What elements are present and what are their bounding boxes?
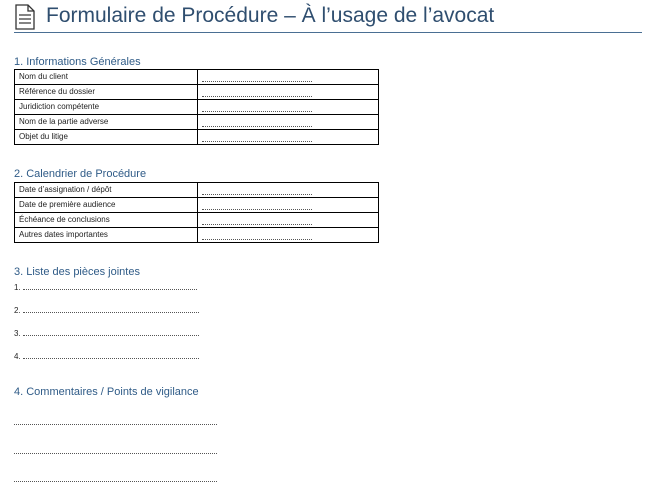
attachment-list-item[interactable]: [14, 305, 199, 316]
attachment-fill-line: [23, 328, 199, 336]
field-label: Référence du dossier: [15, 85, 198, 100]
table-row: [15, 115, 379, 130]
field-label: Nom de la partie adverse: [15, 115, 198, 130]
conclusions-deadline-field[interactable]: [198, 213, 379, 228]
page-title: Formulaire de Procédure – À l’usage de l’avocat: [46, 4, 495, 27]
table-row: [15, 183, 379, 198]
list-number: 2.: [14, 306, 21, 315]
summons-date-field[interactable]: [198, 183, 379, 198]
attachment-list-item[interactable]: [14, 351, 199, 362]
document-header: [14, 2, 642, 33]
document-icon: [14, 4, 36, 30]
section-heading-attachments: 3. Liste des pièces jointes: [14, 266, 140, 278]
jurisdiction-field[interactable]: [198, 100, 379, 115]
calendar-table: [14, 182, 379, 243]
table-row: [15, 228, 379, 243]
field-label: Autres dates importantes: [15, 228, 198, 243]
field-label: Échéance de conclusions: [15, 213, 198, 228]
table-row: [15, 85, 379, 100]
table-row: [15, 70, 379, 85]
general-info-table: [14, 69, 379, 145]
attachment-fill-line: [23, 305, 199, 313]
table-row: [15, 213, 379, 228]
table-row: [15, 130, 379, 145]
attachment-list-item[interactable]: [14, 282, 197, 293]
first-hearing-date-field[interactable]: [198, 198, 379, 213]
list-number: 1.: [14, 283, 21, 292]
other-dates-field[interactable]: [198, 228, 379, 243]
attachment-list-item[interactable]: [14, 328, 199, 339]
table-row: [15, 198, 379, 213]
field-label: Date de première audience: [15, 198, 198, 213]
section-heading-general-info: 1. Informations Générales: [14, 56, 141, 68]
list-number: 4.: [14, 352, 21, 361]
attachment-fill-line: [23, 351, 199, 359]
field-label: Objet du litige: [15, 130, 198, 145]
dispute-subject-field[interactable]: [198, 130, 379, 145]
comment-fill-line[interactable]: [14, 452, 217, 454]
field-label: Nom du client: [15, 70, 198, 85]
opposing-party-field[interactable]: [198, 115, 379, 130]
attachment-fill-line: [23, 282, 197, 290]
comment-fill-line[interactable]: [14, 480, 217, 482]
field-label: Juridiction compétente: [15, 100, 198, 115]
comment-fill-line[interactable]: [14, 423, 217, 425]
client-name-field[interactable]: [198, 70, 379, 85]
list-number: 3.: [14, 329, 21, 338]
field-label: Date d’assignation / dépôt: [15, 183, 198, 198]
section-heading-calendar: 2. Calendrier de Procédure: [14, 168, 147, 180]
file-reference-field[interactable]: [198, 85, 379, 100]
section-heading-comments: 4. Commentaires / Points de vigilance: [14, 386, 199, 398]
table-row: [15, 100, 379, 115]
